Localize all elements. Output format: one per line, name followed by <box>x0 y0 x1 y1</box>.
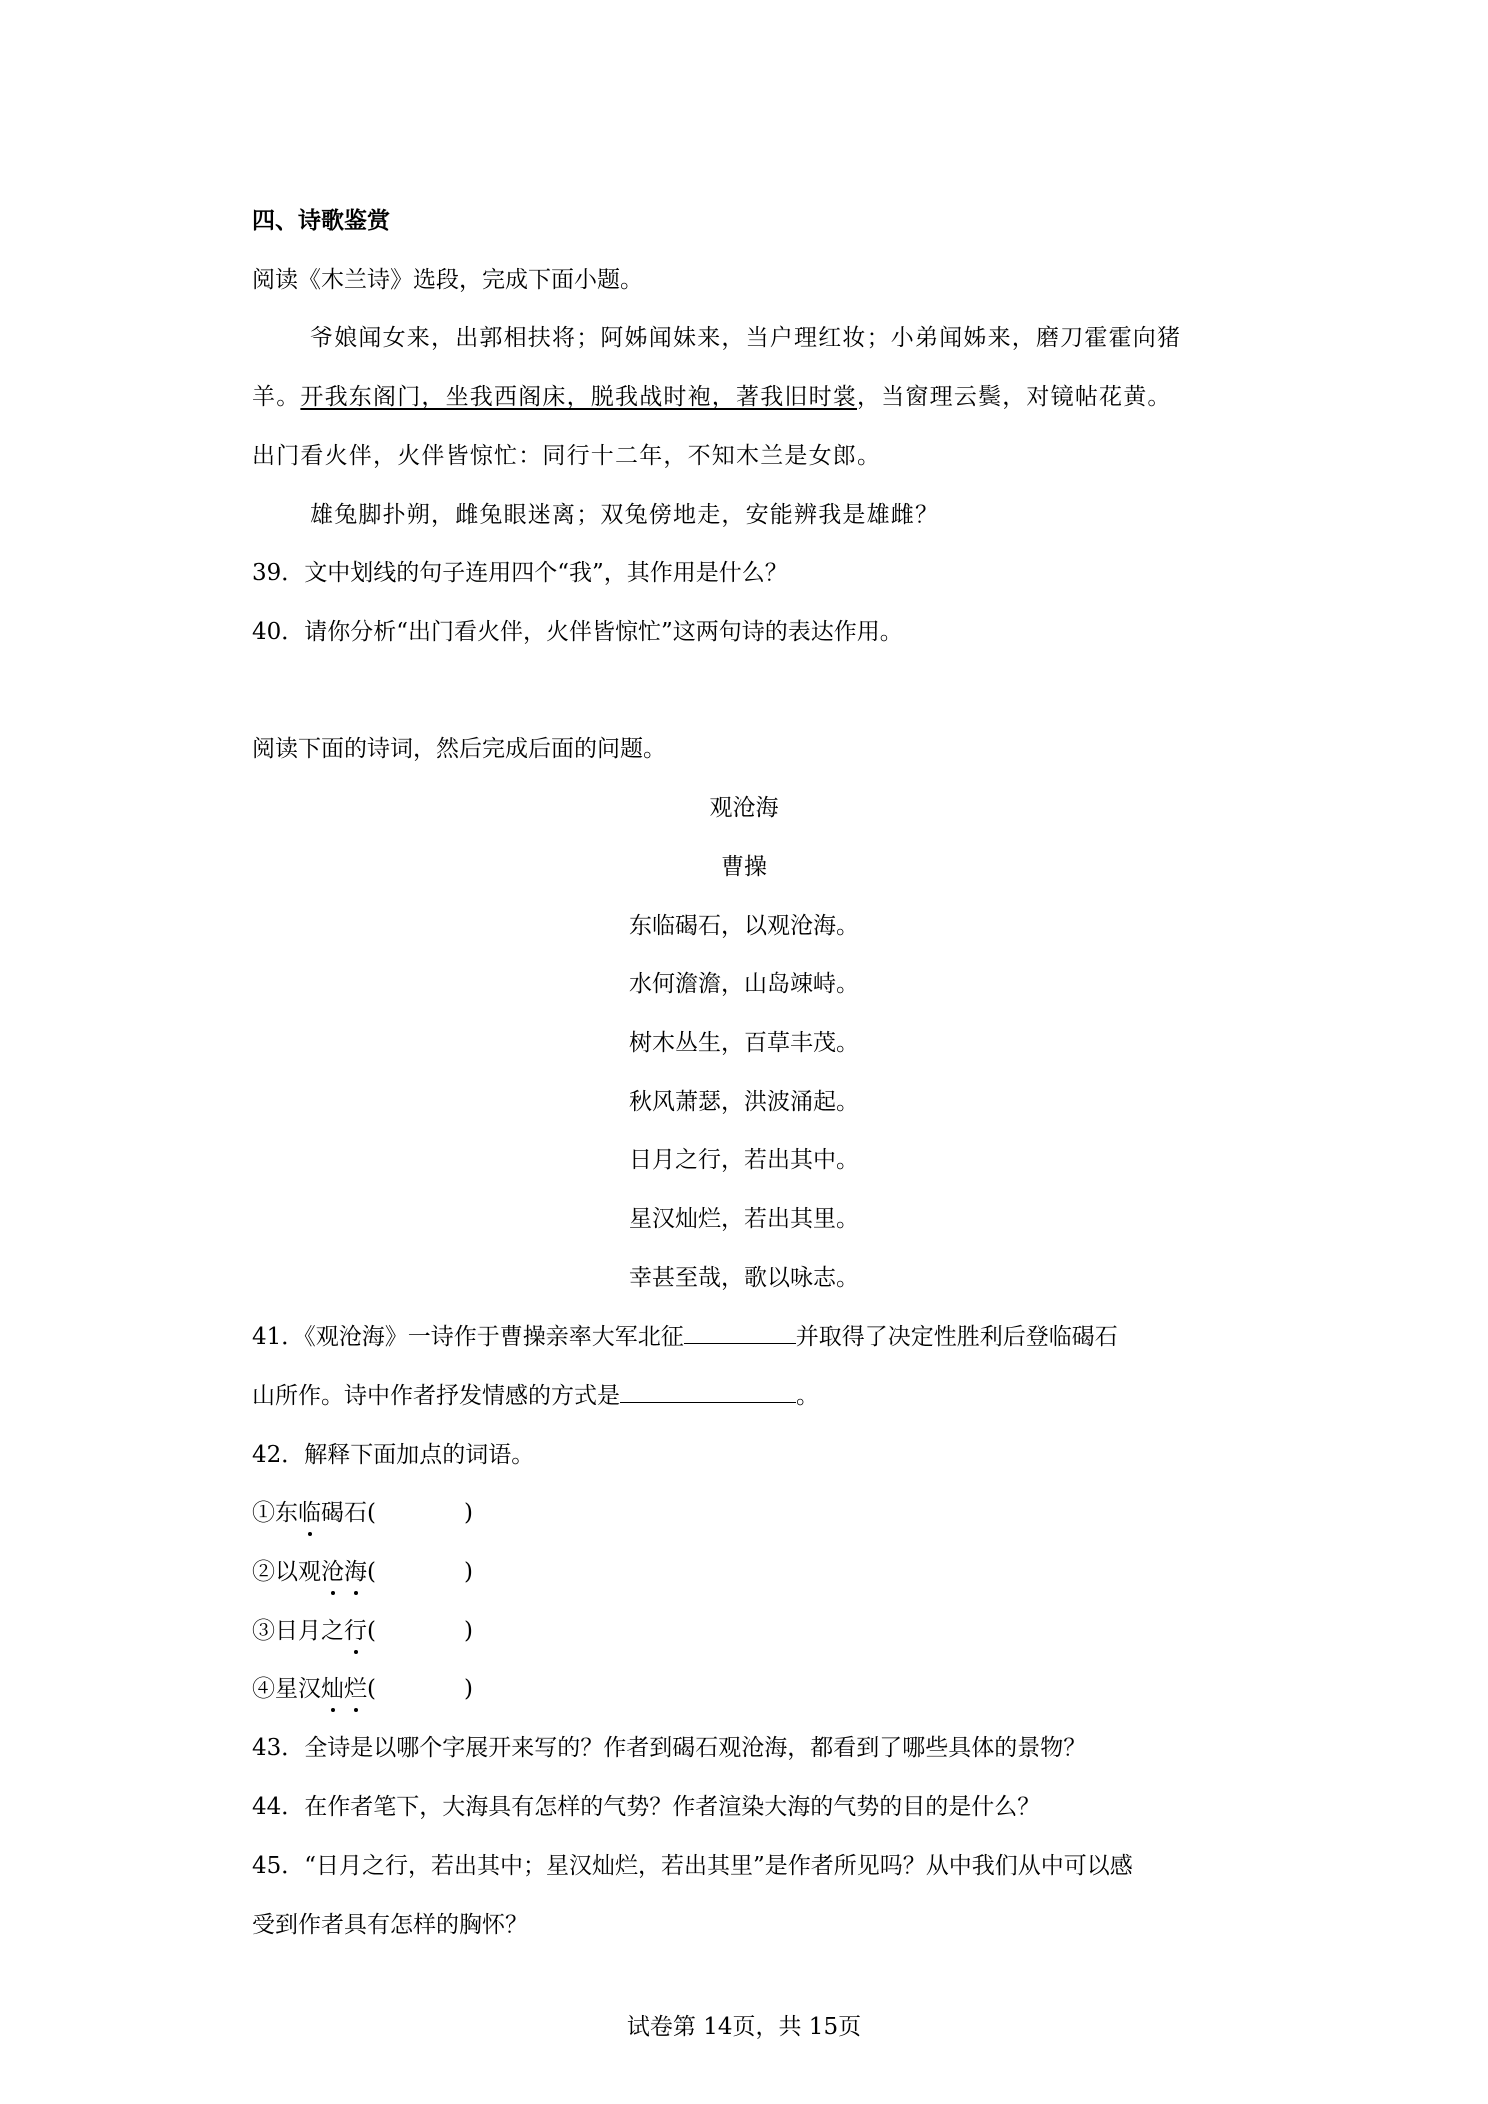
poem-line: 幸甚至哉，歌以咏志。 <box>629 1265 859 1291</box>
passage1-paragraph-2: 雄兔脚扑朔，雌兔眼迷离；双兔傍地走，安能辨我是雄雌？ <box>310 502 940 528</box>
question-41-text-b: 并取得了决定性胜利后登临碣石 <box>795 1324 1118 1350</box>
passage1-line-2 <box>252 382 1172 412</box>
item-text: ②以观 <box>252 1559 321 1585</box>
poem-line: 星汉灿烂，若出其里。 <box>629 1206 859 1232</box>
question-42-item-1 <box>252 1498 473 1528</box>
question-41-text-a: 41．《观沧海》一诗作于曹操亲率大军北征 <box>252 1324 684 1350</box>
underlined-sentence: 开我东阁门，坐我西阁床，脱我战时袍，著我旧时裳 <box>300 384 858 410</box>
page-footer: 试卷第 14页，共 15页 <box>626 2014 862 2040</box>
question-42-item-2 <box>252 1557 473 1587</box>
section-title: 四、诗歌鉴赏 <box>252 208 390 234</box>
question-45-line-2: 受到作者具有怎样的胸怀？ <box>252 1912 528 1938</box>
poem-line: 秋风萧瑟，洪波涌起。 <box>629 1089 859 1115</box>
poem-line: 日月之行，若出其中。 <box>629 1147 859 1173</box>
passage1-intro: 阅读《木兰诗》选段，完成下面小题。 <box>252 267 643 293</box>
passage1-line-2-start: 羊。 <box>252 384 301 410</box>
poem-title: 观沧海 <box>709 795 779 821</box>
question-43: 43．全诗是以哪个字展开来写的？作者到碣石观沧海，都看到了哪些具体的景物？ <box>252 1735 1087 1761</box>
dotted-char: 沧 <box>321 1559 344 1585</box>
answer-blank-1[interactable] <box>684 1323 796 1344</box>
passage1-line-1: 爷娘闻女来，出郭相扶将；阿姊闻妹来，当户理红妆；小弟闻姊来，磨刀霍霍向猪 <box>310 325 1182 351</box>
poem-line: 水何澹澹，山岛竦峙。 <box>629 971 859 997</box>
item-text: ) <box>463 1559 473 1585</box>
item-text: ) <box>463 1676 473 1702</box>
item-text: ③日月之 <box>252 1618 344 1644</box>
passage1-line-3: 出门看火伴，火伴皆惊忙：同行十二年，不知木兰是女郎。 <box>252 443 882 469</box>
item-text: 碣石( <box>321 1500 376 1526</box>
dotted-char: 烂 <box>344 1676 367 1702</box>
question-39: 39．文中划线的句子连用四个“我”，其作用是什么？ <box>252 560 788 586</box>
item-text: ( <box>367 1618 376 1644</box>
dotted-char: 灿 <box>321 1676 344 1702</box>
dotted-char: 行 <box>344 1618 367 1644</box>
item-text: ①东 <box>252 1500 298 1526</box>
passage1-line-2-end: ，当窗理云鬓，对镜帖花黄。 <box>857 384 1172 410</box>
question-41-line-2 <box>252 1381 819 1411</box>
question-42-stem: 42．解释下面加点的词语。 <box>252 1442 535 1468</box>
question-45-line-1: 45．“日月之行，若出其中；星汉灿烂，若出其里”是作者所见吗？从中我们从中可以感 <box>252 1853 1133 1879</box>
passage2-intro: 阅读下面的诗词，然后完成后面的问题。 <box>252 736 666 762</box>
question-41-text-d: 。 <box>796 1383 819 1409</box>
question-41-line-1 <box>252 1322 1118 1352</box>
poem-author: 曹操 <box>721 854 767 880</box>
item-text: ( <box>367 1559 376 1585</box>
answer-blank-2[interactable] <box>620 1382 796 1403</box>
item-text: ④星汉 <box>252 1676 321 1702</box>
item-text: ( <box>367 1676 376 1702</box>
poem-line: 树木丛生，百草丰茂。 <box>629 1030 859 1056</box>
item-text: ) <box>463 1500 473 1526</box>
question-44: 44．在作者笔下，大海具有怎样的气势？作者渲染大海的气势的目的是什么？ <box>252 1794 1041 1820</box>
question-42-item-3 <box>252 1616 473 1646</box>
poem-line: 东临碣石，以观沧海。 <box>629 913 859 939</box>
question-40: 40．请你分析“出门看火伴，火伴皆惊忙”这两句诗的表达作用。 <box>252 619 903 645</box>
question-42-item-4 <box>252 1674 473 1704</box>
item-text: ) <box>463 1618 473 1644</box>
question-41-text-c: 山所作。诗中作者抒发情感的方式是 <box>252 1383 620 1409</box>
dotted-char: 临 <box>298 1500 321 1526</box>
dotted-char: 海 <box>344 1559 367 1585</box>
